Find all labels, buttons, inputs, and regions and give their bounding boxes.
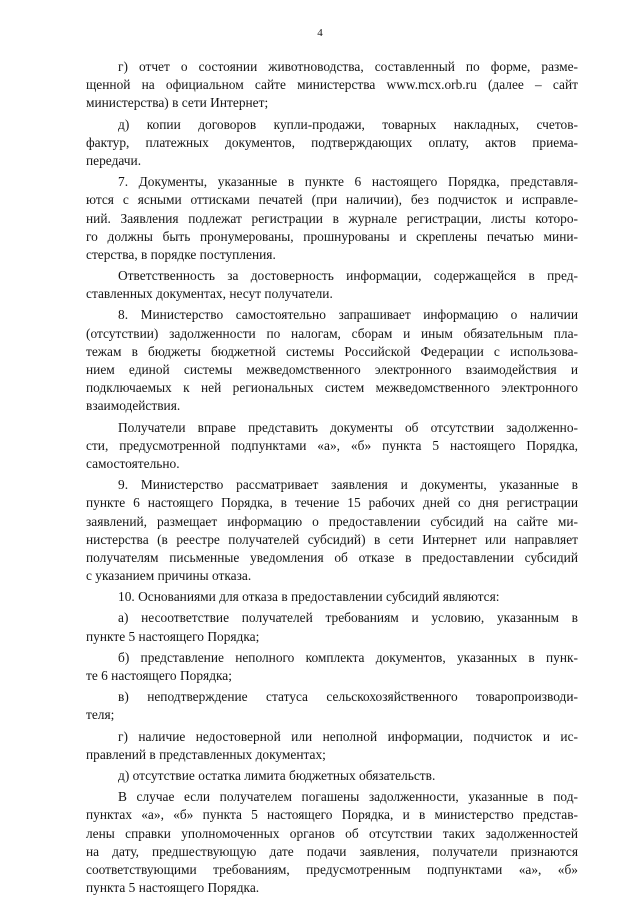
text-line: лены справки уполномоченных органов об отсутствии таких задолженностей (86, 825, 578, 841)
text-line: д) отсутствие остатка лимита бюджетных обязательств. (118, 767, 436, 783)
text-line: фактур, платежных документов, подтверждающих оплату, актов приема- (86, 134, 578, 150)
text-line: те 6 настоящего Порядка; (86, 668, 232, 683)
paragraph (86, 588, 578, 606)
text-line: 7. Документы, указанные в пункте 6 настоящего Порядка, представля- (118, 174, 578, 190)
text-line: Ответственность за достоверность информации, содержащейся в пред- (118, 268, 578, 284)
text-line: правлений в представленных документах; (86, 746, 326, 762)
text-line: министерства) в сети Интернет; (86, 95, 269, 111)
text-line: щенной на официальном сайте министерства www.mcx.orb.ru (далее – сайт (86, 77, 578, 93)
text-line: 10. Основаниями для отказа в предоставлении субсидий являются: (118, 589, 500, 605)
paragraph (86, 267, 578, 303)
text-line: 8. Министерство самостоятельно запрашивает информацию о наличии (118, 307, 578, 323)
text-line: нием единой системы межведомственного электронного взаимодействия и (86, 362, 578, 377)
document-body (86, 58, 578, 900)
text-line: пункте 6 настоящего Порядка, в течение 15 рабочих дней со дня регистрации (86, 495, 578, 511)
text-line: теля; (86, 707, 115, 723)
text-line: стерства, в порядке поступления. (86, 246, 276, 262)
text-line: получателям письменные уведомления об отказе в предоставлении субсидий (86, 549, 578, 565)
text-line: в) неподтверждение статуса сельскохозяйственного товаропроизводи- (118, 689, 578, 705)
text-line: Получатели вправе представить документы об отсутствии задолженно- (118, 419, 578, 435)
paragraph (86, 306, 578, 415)
paragraph (86, 728, 578, 764)
text-line: ются с ясными оттисками печатей (при наличии), без подчисток и исправле- (86, 192, 578, 208)
paragraph (86, 609, 578, 645)
text-line: а) несоответствие получателей требованиям и условию, указанным в (118, 610, 578, 626)
text-line: заявлений, размещает информацию о предоставлении субсидий на сайте ми- (86, 513, 578, 529)
text-line: В случае если получателем погашены задолженности, указанные в под- (118, 789, 578, 805)
text-line: подключаемых к ней региональных систем межведомственного электронного (86, 380, 578, 396)
text-line: соответствующими требованиям, предусмотренным подпунктами «а», «б» (86, 861, 578, 877)
text-line: (отсутствии) задолженности по налогам, сборам и иным обязательным пла- (86, 325, 578, 341)
paragraph (86, 173, 578, 264)
text-line: тежам в бюджеты бюджетной системы Российской Федерации с использова- (86, 343, 578, 359)
paragraph (86, 419, 578, 474)
text-line: передачи. (86, 152, 142, 168)
text-line: б) представление неполного комплекта документов, указанных в пунк- (118, 649, 578, 665)
paragraph (86, 476, 578, 585)
text-line: взаимодействия. (86, 398, 181, 414)
text-line: пункте 5 настоящего Порядка; (86, 628, 260, 644)
paragraph (86, 58, 578, 113)
text-line: пункта 5 настоящего Порядка. (86, 880, 260, 896)
text-line: ставленных документах, несут получатели. (86, 286, 333, 302)
text-line: г) наличие недостоверной или неполной информации, подчисток и ис- (118, 728, 578, 744)
text-line: д) копии договоров купли-продажи, товарных накладных, счетов- (118, 116, 578, 132)
text-line: ний. Заявления подлежат регистрации в журнале регистрации, листы которо- (86, 210, 578, 226)
paragraph (86, 649, 578, 685)
paragraph (86, 767, 578, 785)
text-line: нистерства (в реестре получателей субсидий) в сети Интернет или направляет (86, 531, 578, 547)
text-line: пунктах «а», «б» пункта 5 настоящего Порядка, и в министерство представ- (86, 807, 578, 823)
text-line: самостоятельно. (86, 455, 180, 471)
text-line: г) отчет о состоянии животноводства, составленный по форме, разме- (118, 59, 578, 74)
paragraph (86, 788, 578, 897)
paragraph (86, 116, 578, 171)
text-line: на дату, предшествующую дате подачи заявления, получатели признаются (86, 843, 578, 859)
page-number: 4 (317, 27, 323, 39)
paragraph (86, 688, 578, 724)
text-line: с указанием причины отказа. (86, 568, 252, 584)
text-line: сти, предусмотренной подпунктами «а», «б» пункта 5 настоящего Порядка, (86, 437, 578, 453)
text-line: 9. Министерство рассматривает заявления и документы, указанные в (118, 477, 578, 493)
text-line: го должны быть пронумерованы, прошнурованы и скреплены печатью мини- (86, 228, 578, 244)
